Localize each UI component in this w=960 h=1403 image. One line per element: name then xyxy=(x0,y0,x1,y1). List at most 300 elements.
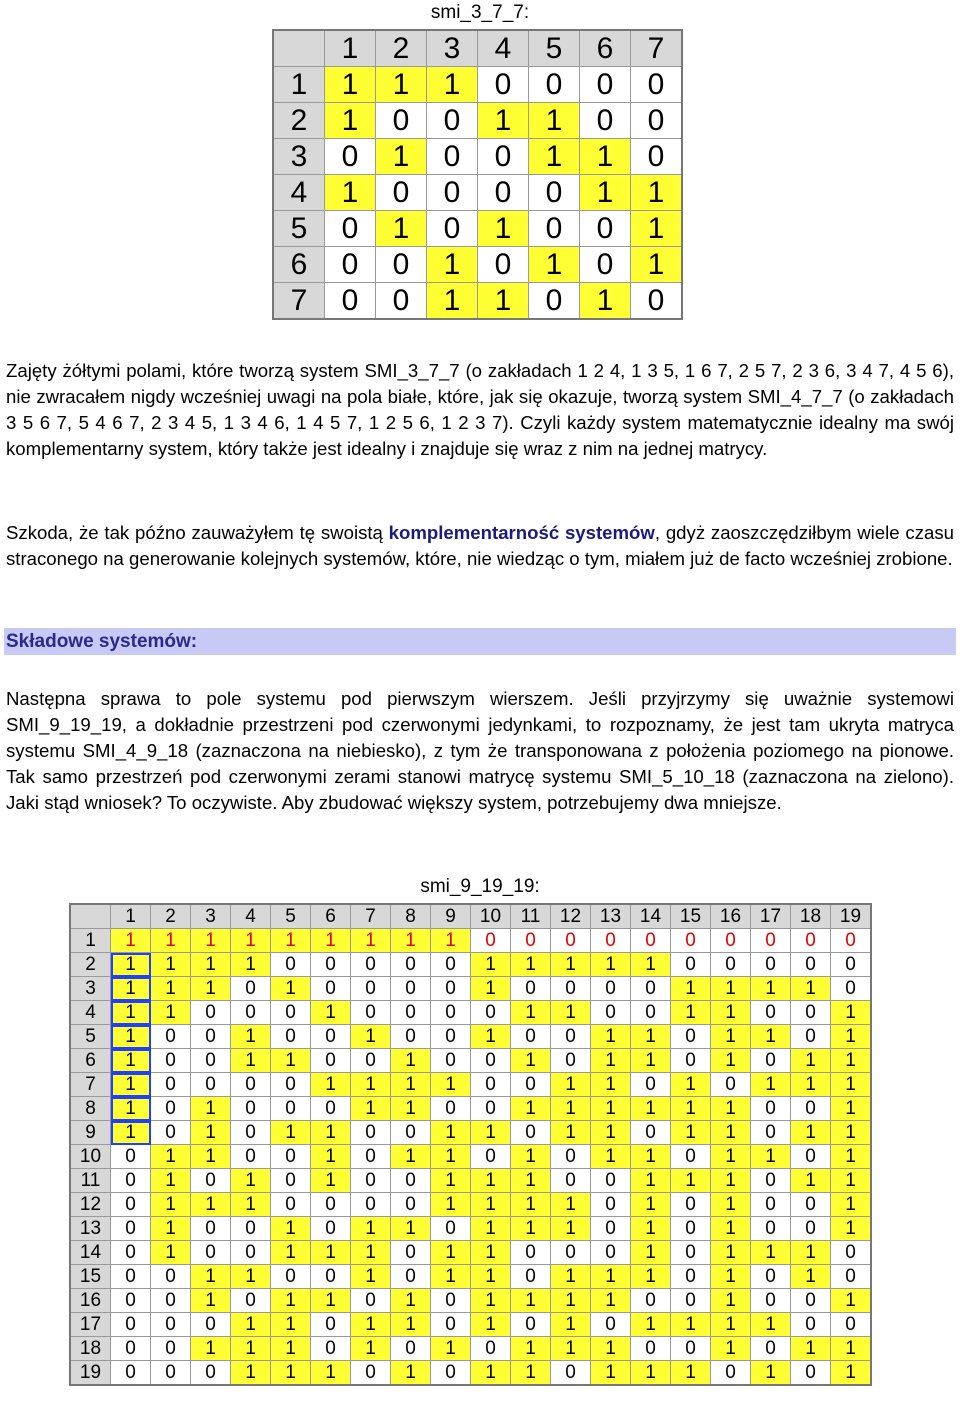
matrix-cell: 1 xyxy=(831,1193,872,1217)
matrix-cell: 1 xyxy=(831,1025,872,1049)
matrix-cell: 1 xyxy=(751,1361,791,1386)
matrix-cell: 0 xyxy=(791,1361,831,1386)
matrix-cell: 1 xyxy=(391,1097,431,1121)
row-header: 14 xyxy=(70,1241,111,1265)
matrix-cell: 0 xyxy=(391,1193,431,1217)
matrix-cell: 0 xyxy=(751,929,791,953)
matrix-cell: 0 xyxy=(271,1073,311,1097)
matrix-cell: 1 xyxy=(591,1265,631,1289)
matrix-cell: 1 xyxy=(831,1361,872,1386)
matrix-cell: 1 xyxy=(591,1097,631,1121)
matrix-cell: 0 xyxy=(471,1337,511,1361)
matrix-cell: 1 xyxy=(751,1145,791,1169)
matrix-cell: 0 xyxy=(376,283,427,320)
matrix-cell: 1 xyxy=(231,1049,271,1073)
matrix-cell: 0 xyxy=(631,977,671,1001)
table-row xyxy=(70,1193,871,1217)
matrix-cell: 0 xyxy=(151,1049,191,1073)
matrix-cell: 0 xyxy=(751,1097,791,1121)
matrix-cell: 1 xyxy=(271,1121,311,1145)
matrix-cell: 0 xyxy=(151,1289,191,1313)
column-header: 4 xyxy=(478,30,529,67)
matrix-cell: 0 xyxy=(671,1289,711,1313)
matrix-cell: 0 xyxy=(351,1145,391,1169)
matrix-cell: 0 xyxy=(478,247,529,283)
matrix-cell: 0 xyxy=(591,1217,631,1241)
matrix-cell: 0 xyxy=(351,1169,391,1193)
table-row xyxy=(70,1001,871,1025)
paragraph-2-text-a: Szkoda, że tak późno zauważyłem tę swoistą xyxy=(6,522,389,543)
matrix-cell: 0 xyxy=(471,1001,511,1025)
matrix-cell: 1 xyxy=(271,977,311,1001)
matrix-cell: 1 xyxy=(391,1217,431,1241)
matrix-cell: 0 xyxy=(431,1097,471,1121)
matrix-cell: 1 xyxy=(711,1241,751,1265)
matrix-cell: 1 xyxy=(711,977,751,1001)
caption-smi-3-7-7: smi_3_7_7: xyxy=(430,2,530,23)
matrix-cell: 0 xyxy=(271,1193,311,1217)
matrix-header-row xyxy=(273,30,682,67)
matrix-cell: 1 xyxy=(711,1313,751,1337)
matrix-cell: 0 xyxy=(671,1145,711,1169)
matrix-cell: 1 xyxy=(591,1073,631,1097)
matrix-cell: 0 xyxy=(751,1121,791,1145)
matrix-cell: 1 xyxy=(671,1169,711,1193)
matrix-cell: 1 xyxy=(711,1001,751,1025)
matrix-cell: 0 xyxy=(791,929,831,953)
matrix-cell: 0 xyxy=(591,1169,631,1193)
matrix-cell: 0 xyxy=(511,977,551,1001)
matrix-cell: 0 xyxy=(391,1241,431,1265)
matrix-cell: 0 xyxy=(591,1193,631,1217)
matrix-cell: 0 xyxy=(478,175,529,211)
column-header: 17 xyxy=(751,904,791,929)
row-header: 5 xyxy=(273,211,325,247)
matrix-cell: 1 xyxy=(511,1217,551,1241)
matrix-cell: 0 xyxy=(191,1025,231,1049)
row-header: 8 xyxy=(70,1097,111,1121)
matrix-cell: 0 xyxy=(351,953,391,977)
matrix-cell: 1 xyxy=(831,1217,872,1241)
matrix-cell: 1 xyxy=(751,1073,791,1097)
matrix-cell: 1 xyxy=(271,1049,311,1073)
column-header: 6 xyxy=(580,30,631,67)
table-row xyxy=(70,1049,871,1073)
matrix-cell: 1 xyxy=(391,1361,431,1386)
matrix-cell: 1 xyxy=(391,1289,431,1313)
matrix-cell: 0 xyxy=(671,1241,711,1265)
row-header: 2 xyxy=(273,103,325,139)
matrix-cell: 1 xyxy=(111,977,151,1001)
matrix-cell: 0 xyxy=(111,1337,151,1361)
matrix-cell: 0 xyxy=(231,1289,271,1313)
matrix-cell: 0 xyxy=(391,977,431,1001)
matrix-cell: 1 xyxy=(151,929,191,953)
matrix-cell: 1 xyxy=(151,1001,191,1025)
matrix-cell: 1 xyxy=(471,1265,511,1289)
matrix-cell: 0 xyxy=(431,1001,471,1025)
matrix-cell: 1 xyxy=(671,977,711,1001)
table-row xyxy=(70,1337,871,1361)
matrix-cell: 1 xyxy=(111,1097,151,1121)
matrix-cell: 0 xyxy=(151,1265,191,1289)
column-header: 16 xyxy=(711,904,751,929)
matrix-cell: 1 xyxy=(231,1193,271,1217)
paragraph-2 xyxy=(6,520,954,572)
matrix-cell: 0 xyxy=(111,1241,151,1265)
matrix-cell: 0 xyxy=(511,929,551,953)
matrix-cell: 0 xyxy=(325,211,376,247)
matrix-cell: 1 xyxy=(376,211,427,247)
matrix-cell: 1 xyxy=(631,1313,671,1337)
matrix-cell: 0 xyxy=(791,1097,831,1121)
matrix-cell: 1 xyxy=(376,67,427,103)
matrix-cell: 1 xyxy=(231,1361,271,1386)
column-header: 3 xyxy=(191,904,231,929)
table-row xyxy=(70,929,871,953)
matrix-cell: 0 xyxy=(831,977,872,1001)
matrix-cell: 0 xyxy=(471,929,511,953)
matrix-cell: 0 xyxy=(111,1169,151,1193)
matrix-cell: 0 xyxy=(529,283,580,320)
matrix-cell: 0 xyxy=(671,953,711,977)
matrix-cell: 1 xyxy=(311,1073,351,1097)
matrix-cell: 1 xyxy=(111,1073,151,1097)
row-header: 6 xyxy=(273,247,325,283)
matrix-cell: 1 xyxy=(751,977,791,1001)
matrix-cell: 1 xyxy=(791,1049,831,1073)
matrix-cell: 1 xyxy=(671,1121,711,1145)
matrix-cell: 0 xyxy=(511,1025,551,1049)
matrix-cell: 1 xyxy=(271,1337,311,1361)
matrix-cell: 1 xyxy=(511,1097,551,1121)
table-row xyxy=(273,247,682,283)
matrix-cell: 1 xyxy=(591,1049,631,1073)
matrix-cell: 1 xyxy=(471,1289,511,1313)
matrix-cell: 0 xyxy=(111,1265,151,1289)
matrix-cell: 0 xyxy=(111,1217,151,1241)
matrix-cell: 1 xyxy=(551,953,591,977)
matrix-cell: 1 xyxy=(511,1193,551,1217)
matrix-cell: 1 xyxy=(325,175,376,211)
matrix-cell: 1 xyxy=(111,929,151,953)
row-header: 3 xyxy=(70,977,111,1001)
matrix-cell: 0 xyxy=(671,1337,711,1361)
matrix-cell: 1 xyxy=(351,1073,391,1097)
matrix-cell: 0 xyxy=(631,1337,671,1361)
matrix-cell: 0 xyxy=(111,1193,151,1217)
matrix-cell: 1 xyxy=(591,953,631,977)
matrix-cell: 1 xyxy=(591,1025,631,1049)
matrix-cell: 1 xyxy=(191,1337,231,1361)
row-header: 11 xyxy=(70,1169,111,1193)
matrix-cell: 0 xyxy=(751,1169,791,1193)
matrix-cell: 0 xyxy=(231,1073,271,1097)
matrix-cell: 1 xyxy=(191,1289,231,1313)
row-header: 19 xyxy=(70,1361,111,1386)
matrix-cell: 0 xyxy=(631,67,683,103)
row-header: 9 xyxy=(70,1121,111,1145)
matrix-cell: 0 xyxy=(431,1289,471,1313)
matrix-cell: 1 xyxy=(580,139,631,175)
matrix-cell: 1 xyxy=(631,211,683,247)
matrix-cell: 1 xyxy=(791,1121,831,1145)
table-row xyxy=(70,1241,871,1265)
matrix-cell: 1 xyxy=(631,953,671,977)
matrix-cell: 1 xyxy=(431,1073,471,1097)
matrix-cell: 1 xyxy=(431,1241,471,1265)
matrix-cell: 1 xyxy=(391,1145,431,1169)
matrix-cell: 0 xyxy=(791,1001,831,1025)
matrix-cell: 0 xyxy=(529,175,580,211)
matrix-cell: 0 xyxy=(631,283,683,320)
matrix-cell: 1 xyxy=(191,953,231,977)
table-row xyxy=(70,953,871,977)
matrix-cell: 0 xyxy=(791,1313,831,1337)
matrix-cell: 0 xyxy=(791,1193,831,1217)
table-row xyxy=(273,67,682,103)
matrix-cell: 1 xyxy=(551,1289,591,1313)
matrix-cell: 0 xyxy=(231,1121,271,1145)
row-header: 13 xyxy=(70,1217,111,1241)
matrix-cell: 1 xyxy=(511,953,551,977)
table-row xyxy=(273,139,682,175)
matrix-cell: 1 xyxy=(151,953,191,977)
matrix-cell: 0 xyxy=(591,1241,631,1265)
matrix-cell: 0 xyxy=(376,247,427,283)
matrix-cell: 0 xyxy=(391,1025,431,1049)
matrix-cell: 1 xyxy=(191,1121,231,1145)
matrix-cell: 0 xyxy=(311,1097,351,1121)
table-row xyxy=(70,1169,871,1193)
matrix-cell: 1 xyxy=(551,1121,591,1145)
matrix-cell: 1 xyxy=(580,283,631,320)
matrix-cell: 0 xyxy=(671,1217,711,1241)
paragraph-2-bold: komplementarność systemów xyxy=(388,522,655,543)
matrix-cell: 0 xyxy=(431,1217,471,1241)
matrix-cell: 1 xyxy=(111,953,151,977)
matrix-cell: 1 xyxy=(431,1145,471,1169)
matrix-cell: 1 xyxy=(471,1121,511,1145)
matrix-cell: 1 xyxy=(831,1001,872,1025)
matrix-cell: 1 xyxy=(831,1169,872,1193)
matrix-cell: 1 xyxy=(511,1145,551,1169)
matrix-cell: 0 xyxy=(325,139,376,175)
column-header: 7 xyxy=(631,30,683,67)
matrix-cell: 1 xyxy=(511,1337,551,1361)
matrix-cell: 0 xyxy=(351,1289,391,1313)
matrix-cell: 1 xyxy=(351,1265,391,1289)
matrix-cell: 1 xyxy=(431,1337,471,1361)
matrix-cell: 1 xyxy=(231,1025,271,1049)
matrix-cell: 1 xyxy=(631,1097,671,1121)
matrix-cell: 0 xyxy=(376,175,427,211)
table-row xyxy=(273,103,682,139)
matrix-cell: 0 xyxy=(751,1217,791,1241)
column-header: 19 xyxy=(831,904,872,929)
matrix-cell: 0 xyxy=(551,977,591,1001)
row-header: 4 xyxy=(70,1001,111,1025)
column-header: 12 xyxy=(551,904,591,929)
matrix-cell: 0 xyxy=(427,139,478,175)
matrix-cell: 0 xyxy=(191,1361,231,1386)
matrix-cell: 0 xyxy=(631,1001,671,1025)
matrix-cell: 1 xyxy=(631,1241,671,1265)
matrix-cell: 1 xyxy=(631,1025,671,1049)
matrix-cell: 0 xyxy=(529,67,580,103)
matrix-cell: 1 xyxy=(711,1025,751,1049)
column-header: 13 xyxy=(591,904,631,929)
matrix-cell: 0 xyxy=(711,929,751,953)
matrix-small xyxy=(272,29,683,320)
matrix-cell: 1 xyxy=(391,1049,431,1073)
matrix-cell: 1 xyxy=(376,139,427,175)
paragraph-1: Zajęty żółtymi polami, które tworzą system SMI_3_7_7 (o zakładach 1 2 4, 1 3 5, 1 6 7, 2 5 7, 2 3 6, 3 4 7, 4 5 6), nie zwracałem nigdy wcześniej uwagi na pola białe, które, jak się okazuje, tworzą system SMI_4_7_7 (o zakładach 3 5 6 7, 5 4 6 7, 2 3 4 5, 1 3 4 6, 1 4 5 7, 1 2 5 6, 1 2 3 7). Czyli każdy system matematycznie idealny ma swój komplementarny system, który także jest idealny i znajduje się wraz z nim na jednej matrycy. xyxy=(6,360,954,459)
matrix-cell: 0 xyxy=(751,1289,791,1313)
matrix-cell: 0 xyxy=(311,1025,351,1049)
matrix-cell: 1 xyxy=(431,929,471,953)
matrix-cell: 1 xyxy=(325,67,376,103)
matrix-cell: 1 xyxy=(351,929,391,953)
matrix-cell: 1 xyxy=(591,1145,631,1169)
matrix-cell: 1 xyxy=(511,1289,551,1313)
matrix-cell: 1 xyxy=(391,1313,431,1337)
matrix-cell: 0 xyxy=(391,1337,431,1361)
matrix-cell: 0 xyxy=(271,1145,311,1169)
paragraph-2-text-b: , gdyż zaoszczędziłbym wiele czasu straconego na generowanie kolejnych systemów, które, nie wiedząc o tym, miałem już de facto wcześniej zrobione. xyxy=(6,522,954,569)
matrix-cell: 0 xyxy=(471,1049,511,1073)
matrix-cell: 0 xyxy=(231,1145,271,1169)
matrix-cell: 0 xyxy=(151,1073,191,1097)
column-header: 9 xyxy=(431,904,471,929)
matrix-cell: 0 xyxy=(431,977,471,1001)
matrix-cell: 0 xyxy=(511,1265,551,1289)
section-heading: Składowe systemów: xyxy=(4,628,956,655)
matrix-cell: 0 xyxy=(631,1073,671,1097)
matrix-cell: 1 xyxy=(711,1169,751,1193)
matrix-cell: 1 xyxy=(151,1169,191,1193)
matrix-cell: 0 xyxy=(791,1289,831,1313)
matrix-header-row xyxy=(70,904,871,929)
matrix-cell: 0 xyxy=(471,1145,511,1169)
matrix-cell: 0 xyxy=(151,1025,191,1049)
matrix-cell: 0 xyxy=(791,953,831,977)
table-row xyxy=(70,1121,871,1145)
matrix-cell: 0 xyxy=(311,1313,351,1337)
matrix-cell: 1 xyxy=(191,1265,231,1289)
matrix-cell: 0 xyxy=(580,211,631,247)
row-header: 1 xyxy=(273,67,325,103)
matrix-cell: 1 xyxy=(529,139,580,175)
matrix-cell: 0 xyxy=(591,929,631,953)
table-row xyxy=(70,1361,871,1386)
matrix-cell: 1 xyxy=(631,1193,671,1217)
matrix-cell: 0 xyxy=(191,1073,231,1097)
column-header: 1 xyxy=(325,30,376,67)
row-header: 5 xyxy=(70,1025,111,1049)
matrix-cell: 0 xyxy=(391,953,431,977)
matrix-cell: 0 xyxy=(551,1025,591,1049)
row-header: 10 xyxy=(70,1145,111,1169)
matrix-cell: 0 xyxy=(391,1265,431,1289)
matrix-cell: 1 xyxy=(471,1193,511,1217)
matrix-cell: 1 xyxy=(711,1097,751,1121)
matrix-cell: 1 xyxy=(631,1361,671,1386)
column-header: 5 xyxy=(529,30,580,67)
matrix-cell: 0 xyxy=(271,1025,311,1049)
matrix-cell: 0 xyxy=(391,1169,431,1193)
matrix-cell: 0 xyxy=(471,1073,511,1097)
matrix-cell: 0 xyxy=(271,1265,311,1289)
column-header: 11 xyxy=(511,904,551,929)
matrix-cell: 0 xyxy=(431,1025,471,1049)
matrix-cell: 1 xyxy=(311,929,351,953)
row-header: 12 xyxy=(70,1193,111,1217)
matrix-cell: 0 xyxy=(631,1121,671,1145)
matrix-cell: 0 xyxy=(231,1001,271,1025)
matrix-cell: 1 xyxy=(151,1217,191,1241)
matrix-cell: 1 xyxy=(431,1169,471,1193)
matrix-cell: 1 xyxy=(478,283,529,320)
matrix-cell: 1 xyxy=(591,1289,631,1313)
row-header: 18 xyxy=(70,1337,111,1361)
matrix-cell: 0 xyxy=(751,953,791,977)
matrix-corner-cell xyxy=(70,904,111,929)
matrix-cell: 0 xyxy=(111,1313,151,1337)
matrix-cell: 0 xyxy=(671,1193,711,1217)
table-row xyxy=(70,1313,871,1337)
matrix-cell: 0 xyxy=(831,1241,872,1265)
column-header: 3 xyxy=(427,30,478,67)
matrix-cell: 0 xyxy=(271,1001,311,1025)
matrix-cell: 1 xyxy=(751,1241,791,1265)
matrix-cell: 1 xyxy=(631,1265,671,1289)
matrix-cell: 0 xyxy=(151,1313,191,1337)
matrix-cell: 0 xyxy=(271,1169,311,1193)
table-row xyxy=(70,1265,871,1289)
caption-smi-9-19-19: smi_9_19_19: xyxy=(420,876,540,897)
matrix-large xyxy=(69,903,872,1386)
matrix-cell: 1 xyxy=(471,1361,511,1386)
table-row xyxy=(70,1289,871,1313)
matrix-cell: 0 xyxy=(711,953,751,977)
matrix-cell: 1 xyxy=(471,977,511,1001)
matrix-cell: 1 xyxy=(831,1049,872,1073)
matrix-cell: 0 xyxy=(751,1265,791,1289)
matrix-cell: 1 xyxy=(711,1193,751,1217)
matrix-cell: 1 xyxy=(631,1145,671,1169)
matrix-cell: 0 xyxy=(231,1241,271,1265)
matrix-cell: 1 xyxy=(591,1337,631,1361)
matrix-cell: 1 xyxy=(671,1001,711,1025)
table-row xyxy=(273,175,682,211)
row-header: 4 xyxy=(273,175,325,211)
matrix-cell: 1 xyxy=(231,1265,271,1289)
matrix-cell: 0 xyxy=(831,929,872,953)
matrix-cell: 0 xyxy=(231,977,271,1001)
matrix-cell: 0 xyxy=(711,1361,751,1386)
matrix-cell: 1 xyxy=(351,1313,391,1337)
matrix-cell: 1 xyxy=(591,1121,631,1145)
matrix-cell: 0 xyxy=(631,1289,671,1313)
matrix-cell: 1 xyxy=(351,1025,391,1049)
matrix-cell: 1 xyxy=(471,1313,511,1337)
matrix-cell: 1 xyxy=(231,1337,271,1361)
matrix-cell: 0 xyxy=(580,247,631,283)
matrix-cell: 1 xyxy=(191,1193,231,1217)
matrix-cell: 1 xyxy=(311,1361,351,1386)
table-row xyxy=(70,1073,871,1097)
